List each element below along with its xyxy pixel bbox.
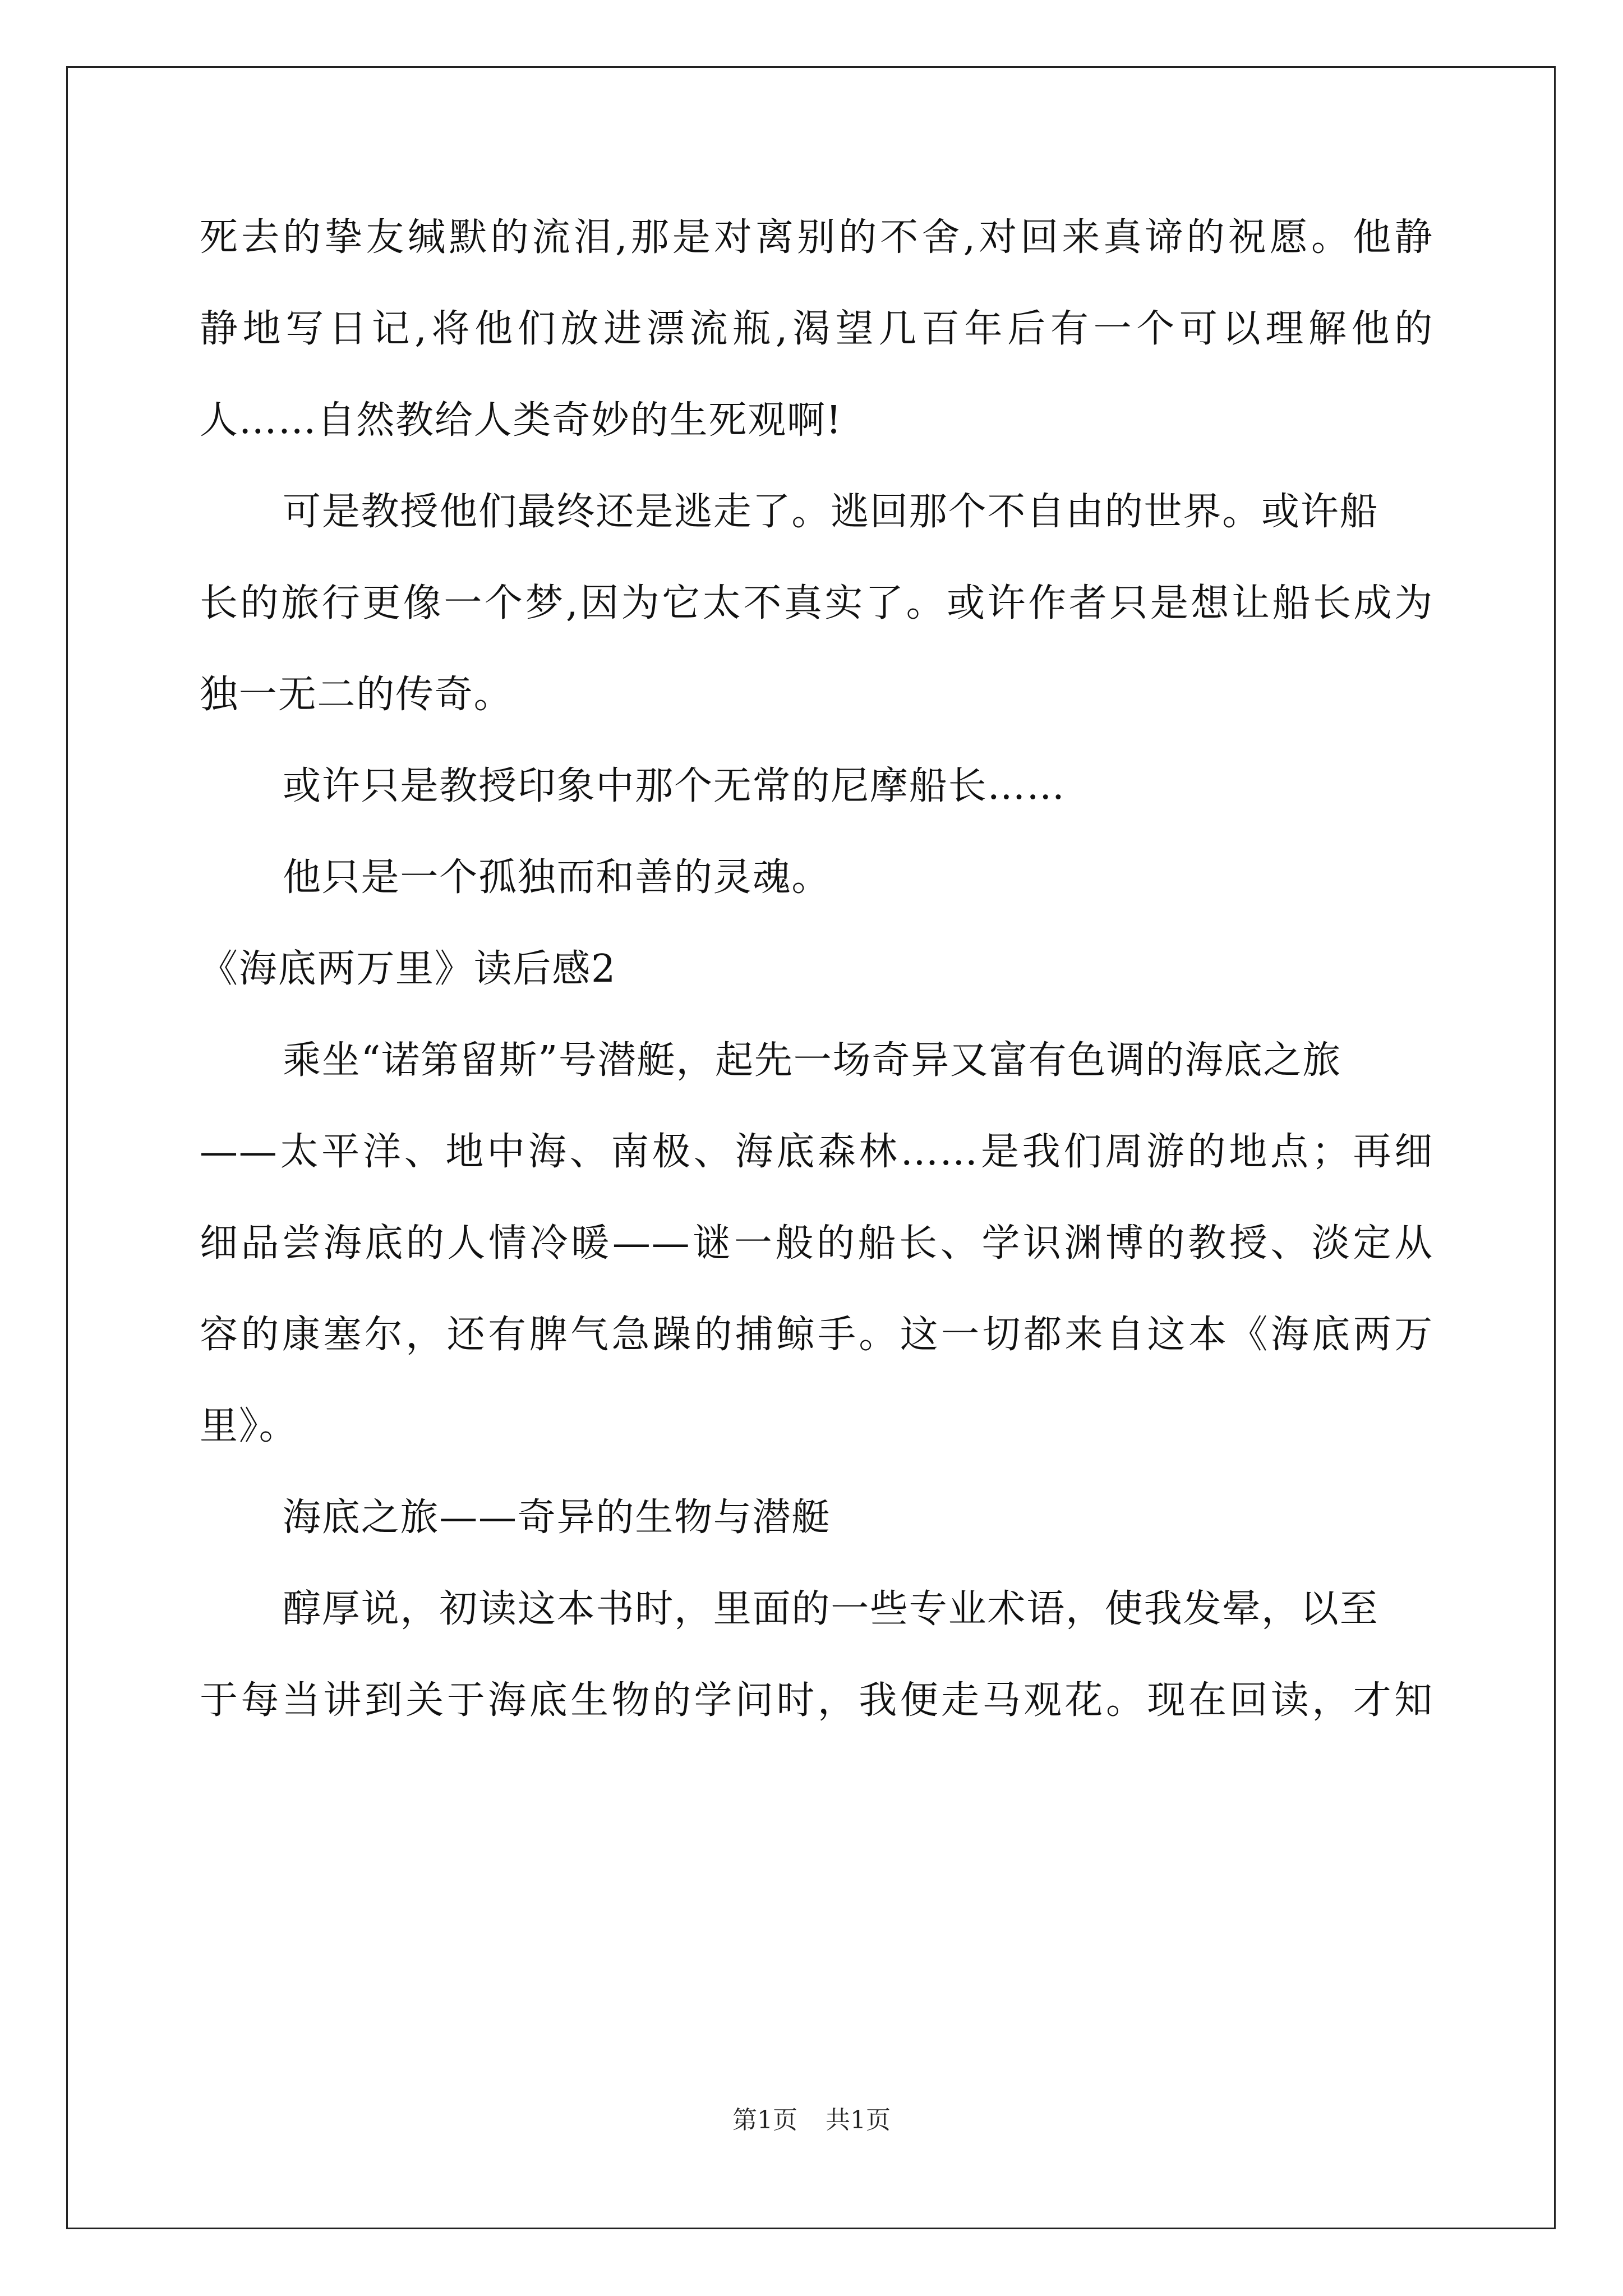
text-line: 死去的挚友缄默的流泪,那是对离别的不舍,对回来真谛的祝愿。他静	[200, 215, 1433, 260]
page-number: 第1页	[732, 2106, 797, 2134]
paragraph-line: 他只是一个孤独而和善的灵魂。	[283, 855, 831, 900]
text-line: 里》。	[200, 1404, 298, 1448]
paragraph-line: 乘坐“诺第留斯”号潜艇，起先一场奇异又富有色调的海底之旅	[283, 1038, 1341, 1083]
text-line: 于每当讲到关于海底生物的学问时，我便走马观花。现在回读，才知	[200, 1678, 1433, 1723]
subheading-line: 海底之旅——奇异的生物与潜艇	[283, 1496, 831, 1540]
text-line: 人……自然教给人类奇妙的生死观啊!	[200, 398, 842, 443]
text-line: ——太平洋、地中海、南极、海底森林……是我们周游的地点；再细	[200, 1130, 1433, 1174]
paragraph-line: 醇厚说，初读这本书时，里面的一些专业术语，使我发晕，以至	[283, 1587, 1379, 1631]
text-line: 容的康塞尔，还有脾气急躁的捕鲸手。这一切都来自这本《海底两万	[200, 1313, 1433, 1357]
text-line: 静地写日记,将他们放进漂流瓶,渴望几百年后有一个可以理解他的	[200, 307, 1433, 351]
text-line: 独一无二的传奇。	[200, 673, 513, 717]
paragraph-line: 或许只是教授印象中那个无常的尼摩船长……	[283, 764, 1066, 808]
text-line: 长的旅行更像一个梦,因为它太不真实了。或许作者只是想让船长成为	[200, 581, 1433, 625]
text-line: 细品尝海底的人情冷暖——谜一般的船长、学识渊博的教授、淡定从	[200, 1221, 1433, 1266]
paragraph-line: 可是教授他们最终还是逃走了。逃回那个不自由的世界。或许船	[283, 490, 1379, 534]
section-heading: 《海底两万里》读后感2	[200, 947, 617, 991]
page-total: 共1页	[826, 2106, 891, 2134]
page-footer	[0, 2108, 1623, 2133]
